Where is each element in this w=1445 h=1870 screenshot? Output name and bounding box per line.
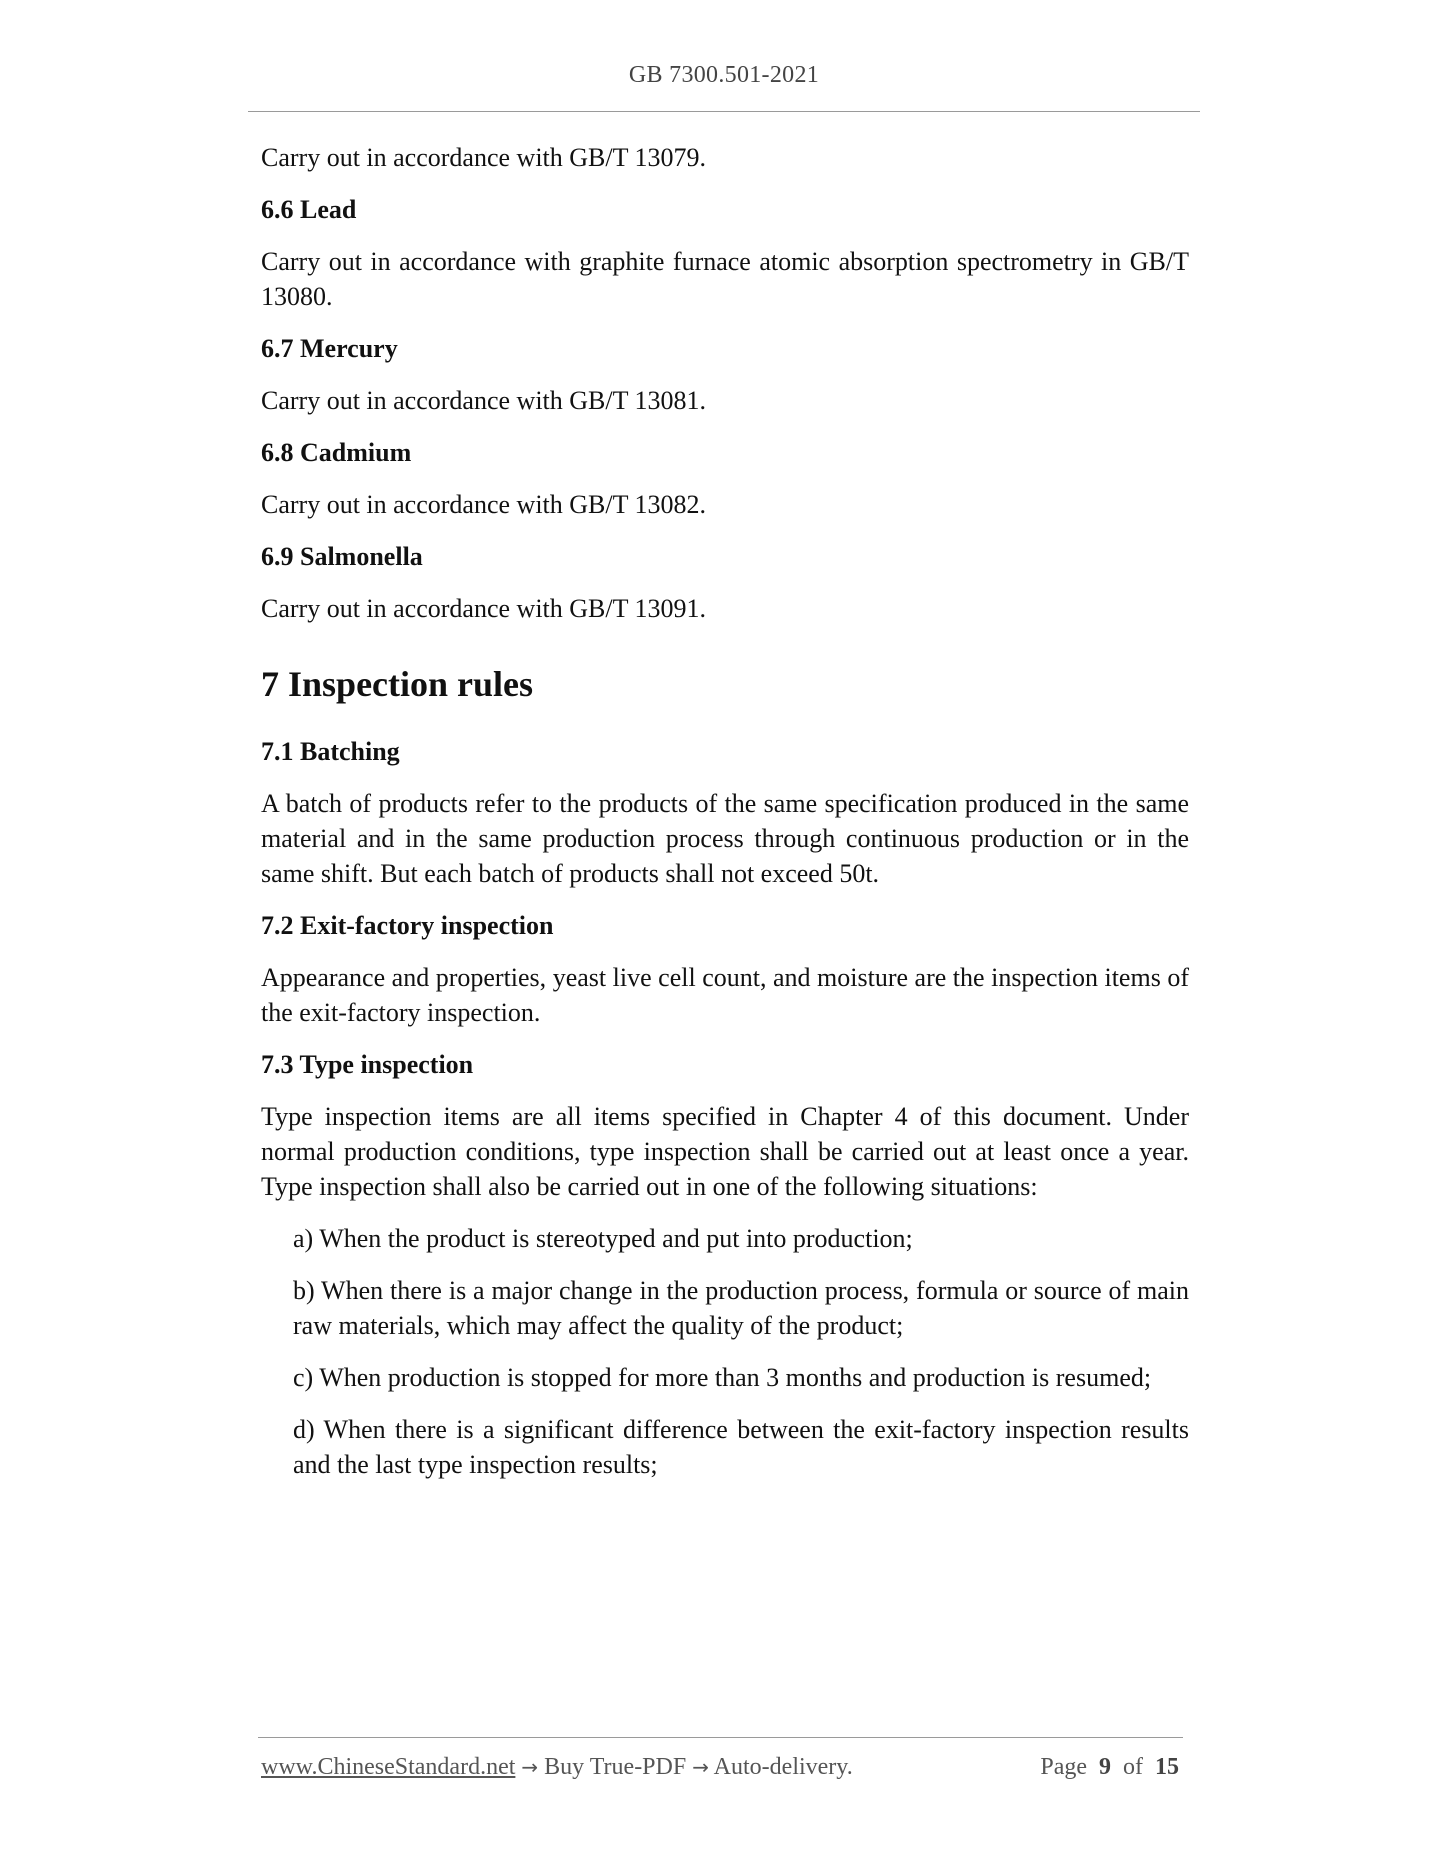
section-7-2-text: Appearance and properties, yeast live cell count, and moisture are the inspection items of the exit-factory inspection. bbox=[261, 963, 1189, 1027]
list-item-d: d) When there is a significant difference between the exit-factory inspection results and the last type inspection results; bbox=[293, 1415, 1189, 1479]
footer-promo bbox=[261, 1752, 853, 1782]
total-pages-number: 15 bbox=[1155, 1754, 1179, 1780]
list-item-a: a) When the product is stereotyped and put into production; bbox=[293, 1224, 913, 1253]
current-page-number: 9 bbox=[1099, 1754, 1111, 1780]
section-7-1-text: A batch of products refer to the products of the same specification produced in the same material and in the same production process through continuous production or in the same shift. But each batch of products shall not exceed 50t. bbox=[261, 789, 1189, 888]
footer-divider bbox=[258, 1737, 1183, 1738]
site-link[interactable]: www.ChineseStandard.net bbox=[261, 1754, 516, 1780]
page-label: Page bbox=[1040, 1754, 1087, 1780]
heading-7-3: 7.3 Type inspection bbox=[261, 1050, 474, 1079]
heading-6-7: 6.7 Mercury bbox=[261, 334, 398, 363]
section-6-6-text: Carry out in accordance with graphite furnace atomic absorption spectrometry in GB/T 13080. bbox=[261, 247, 1189, 311]
heading-7-2: 7.2 Exit-factory inspection bbox=[261, 911, 554, 940]
heading-6-9: 6.9 Salmonella bbox=[261, 542, 423, 571]
buy-true-pdf-text: Buy True-PDF bbox=[544, 1754, 687, 1780]
document-body bbox=[261, 140, 1189, 1482]
list-item-b: b) When there is a major change in the production process, formula or source of main raw materials, which may affect the quality of the product; bbox=[293, 1276, 1189, 1340]
header-divider bbox=[248, 111, 1200, 112]
section-6-9-text: Carry out in accordance with GB/T 13091. bbox=[261, 594, 707, 623]
arrow-right-icon: → bbox=[692, 1755, 709, 1779]
auto-delivery-text: Auto-delivery. bbox=[713, 1754, 853, 1780]
list-item-c: c) When production is stopped for more than 3 months and production is resumed; bbox=[293, 1363, 1152, 1392]
of-label: of bbox=[1123, 1754, 1143, 1780]
section-6-5-text: Carry out in accordance with GB/T 13079. bbox=[261, 143, 707, 172]
section-6-7-text: Carry out in accordance with GB/T 13081. bbox=[261, 386, 707, 415]
heading-6-6: 6.6 Lead bbox=[261, 195, 357, 224]
document-header-code: GB 7300.501-2021 bbox=[628, 62, 820, 88]
heading-7: 7 Inspection rules bbox=[261, 664, 534, 704]
section-6-8-text: Carry out in accordance with GB/T 13082. bbox=[261, 490, 707, 519]
heading-7-1: 7.1 Batching bbox=[261, 737, 400, 766]
section-7-3-text: Type inspection items are all items specified in Chapter 4 of this document. Under normal production conditions, type inspection shall be carried out at least once a year. Type inspection shall also be carried out in one of the following situations: bbox=[261, 1102, 1189, 1201]
arrow-right-icon: → bbox=[521, 1755, 539, 1779]
heading-6-8: 6.8 Cadmium bbox=[261, 438, 412, 467]
page-counter bbox=[1040, 1752, 1179, 1782]
